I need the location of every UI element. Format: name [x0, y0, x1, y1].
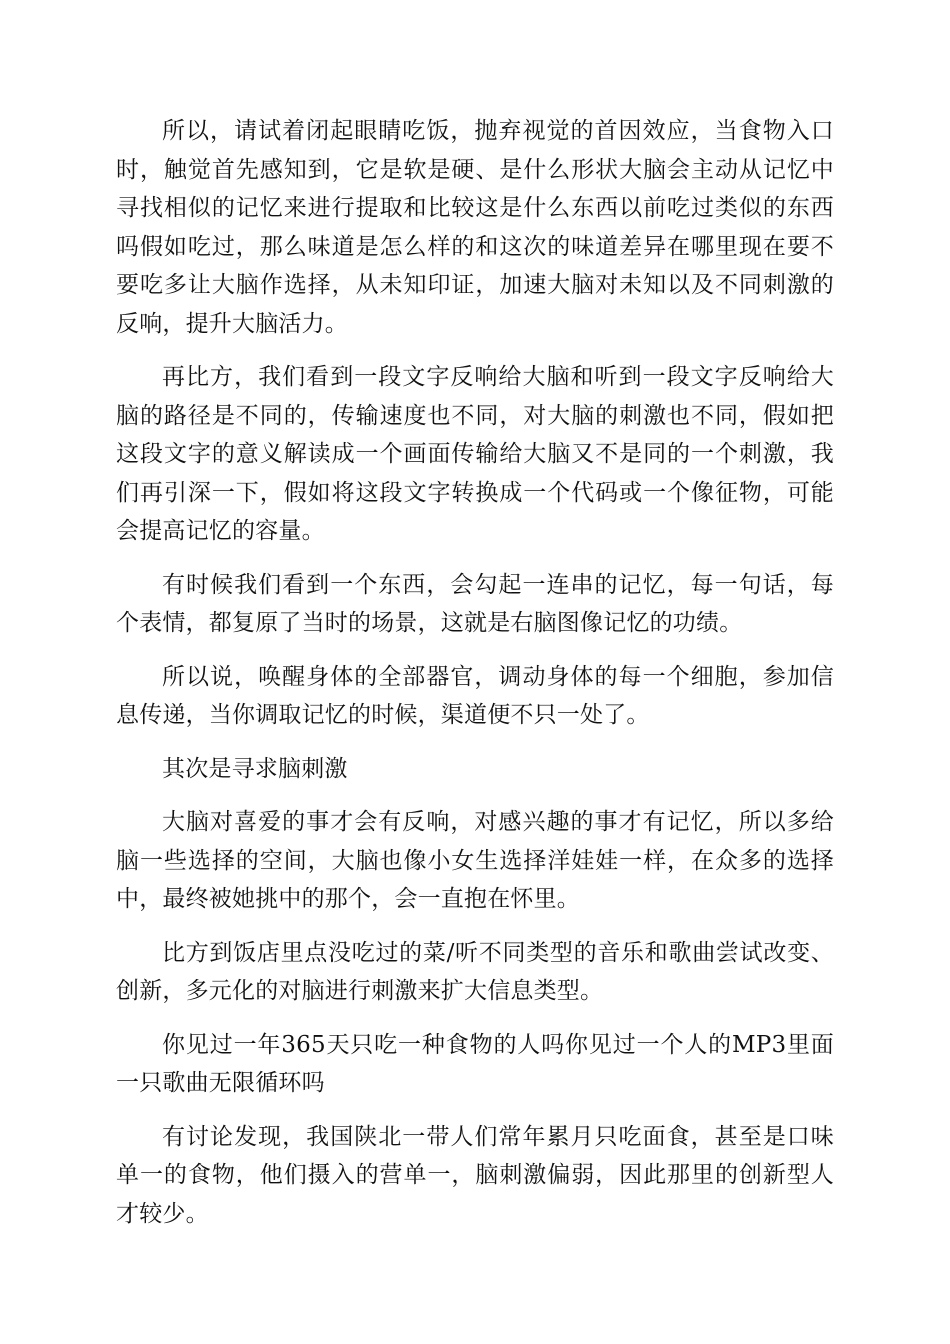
- paragraph-7: 你见过一年365天只吃一种食物的人吗你见过一个人的MP3里面一只歌曲无限循环吗: [116, 1031, 834, 1096]
- paragraph-6: 比方到饭店里点没吃过的菜/听不同类型的音乐和歌曲尝试改变、创新，多元化的对脑进行刺激来扩大信息类型。: [116, 939, 834, 1004]
- paragraph-8: 有讨论发现，我国陕北一带人们常年累月只吃面食，甚至是口味单一的食物，他们摄入的营单一，脑刺激偏弱，因此那里的创新型人才较少。: [116, 1123, 834, 1227]
- paragraph-3: 有时候我们看到一个东西，会勾起一连串的记忆，每一句话，每个表情，都复原了当时的场景，这就是右脑图像记忆的功绩。: [116, 571, 834, 636]
- paragraph-2: 再比方，我们看到一段文字反响给大脑和听到一段文字反响给大脑的路径是不同的，传输速度也不同，对大脑的刺激也不同，假如把这段文字的意义解读成一个画面传输给大脑又不是同的一个刺激，我们再引深一下，假如将这段文字转换成一个代码或一个像征物，可能会提高记忆的容量。: [116, 364, 834, 544]
- paragraph-4: 所以说，唤醒身体的全部器官，调动身体的每一个细胞，参加信息传递，当你调取记忆的时候，渠道便不只一处了。: [116, 663, 834, 728]
- document-body: [116, 112, 834, 1248]
- paragraph-1: 所以，请试着闭起眼睛吃饭，抛弃视觉的首因效应，当食物入口时，触觉首先感知到，它是软是硬、是什么形状大脑会主动从记忆中寻找相似的记忆来进行提取和比较这是什么东西以前吃过类似的东西吗假如吃过，那么味道是怎么样的和这次的味道差异在哪里现在要不要吃多让大脑作选择，从未知印证，加速大脑对未知以及不同刺激的反响，提升大脑活力。: [116, 118, 834, 337]
- section-heading: 其次是寻求脑刺激: [162, 755, 348, 782]
- paragraph-5: 大脑对喜爱的事才会有反响，对感兴趣的事才有记忆，所以多给脑一些选择的空间，大脑也像小女生选择洋娃娃一样，在众多的选择中，最终被她挑中的那个，会一直抱在怀里。: [116, 809, 834, 912]
